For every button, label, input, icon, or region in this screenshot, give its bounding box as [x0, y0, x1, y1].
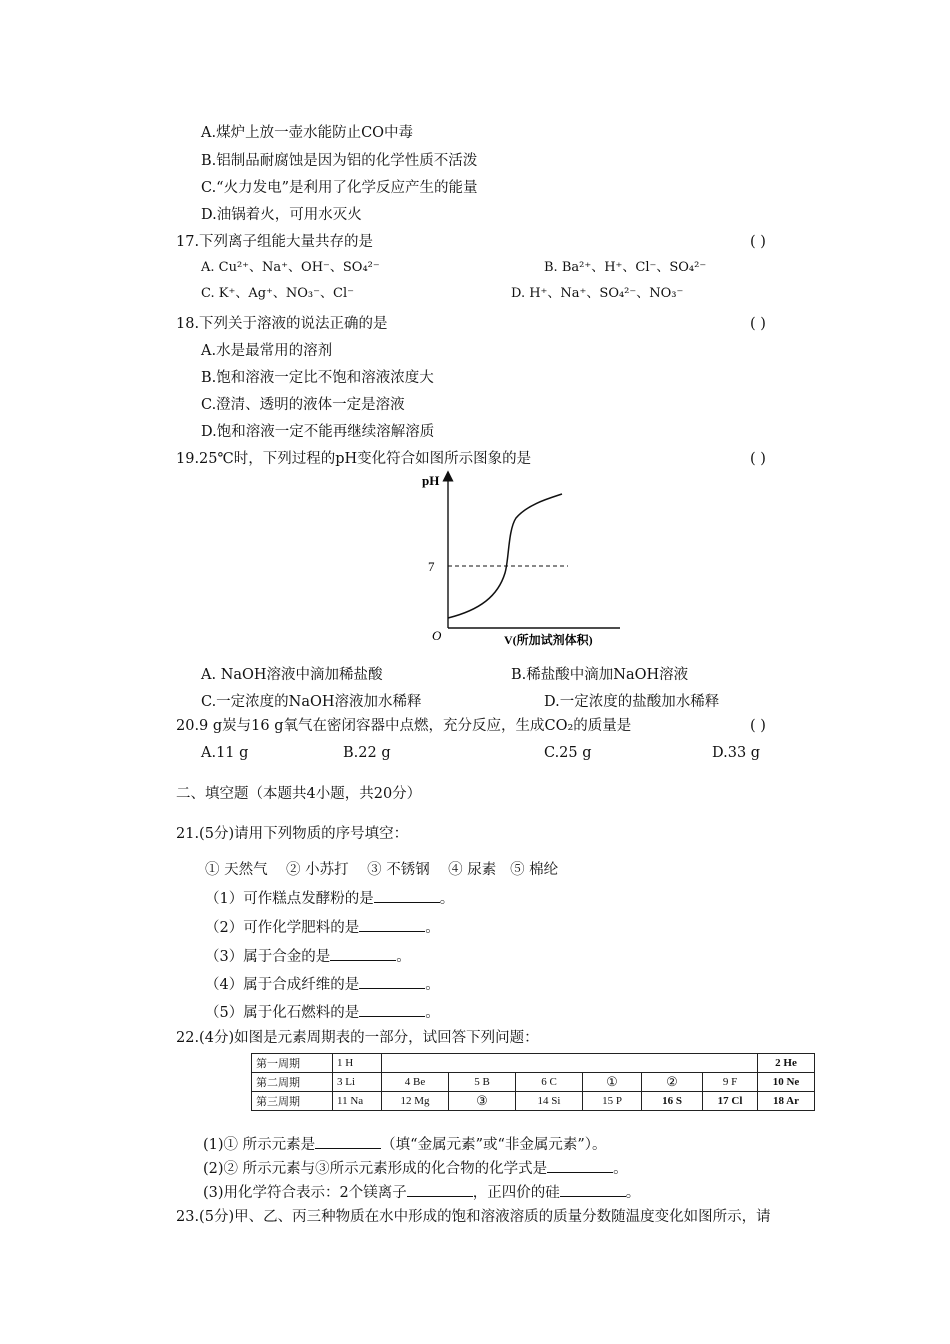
pt-cell: 3 Li	[333, 1073, 382, 1092]
q17-option-c: C. K⁺、Ag⁺、NO₃⁻、Cl⁻	[201, 286, 354, 301]
q17-stem: 17.下列离子组能大量共存的是	[176, 234, 374, 250]
pt-cell: 1 H	[333, 1054, 382, 1073]
pt-cell: 16 S	[642, 1092, 703, 1111]
section-title: 二、填空题（本题共4小题，共20分）	[176, 786, 422, 802]
pt-cell: ①	[583, 1073, 642, 1092]
ph-curve-figure	[410, 468, 630, 653]
y-tick-7: 7	[428, 559, 435, 574]
q19-option-a: A. NaOH溶液中滴加稀盐酸	[201, 667, 383, 683]
q20-option-a: A.11 g	[201, 745, 249, 761]
q18-option-d: D.饱和溶液一定不能再继续溶解溶质	[201, 424, 435, 440]
pt-cell: ②	[642, 1073, 703, 1092]
q18-option-b: B.饱和溶液一定比不饱和溶液浓度大	[201, 370, 434, 386]
q21-item-2: （2）可作化学肥料的是 。	[205, 920, 440, 936]
origin-label: O	[432, 628, 442, 643]
answer-blank[interactable]	[547, 1159, 613, 1173]
q19-option-c: C.一定浓度的NaOH溶液加水稀释	[201, 694, 422, 710]
pt-cell: ③	[449, 1092, 516, 1111]
q16-option-b: B.铝制品耐腐蚀是因为铝的化学性质不活泼	[201, 153, 478, 169]
q21-substance-list: ① 天然气 ② 小苏打 ③ 不锈钢 ④ 尿素 ⑤ 棉纶	[205, 862, 559, 878]
pt-cell: 12 Mg	[382, 1092, 449, 1111]
pt-cell: 2 He	[758, 1054, 815, 1073]
pt-cell: 4 Be	[382, 1073, 449, 1092]
q21-item-5: （5）属于化石燃料的是 。	[205, 1005, 440, 1021]
q17-option-b: B. Ba²⁺、H⁺、Cl⁻、SO₄²⁻	[544, 260, 707, 275]
q16-option-c: C.“火力发电”是利用了化学反应产生的能量	[201, 180, 478, 196]
answer-blank[interactable]	[359, 975, 425, 989]
q22-part-1: (1)① 所示元素是 （填“金属元素”或“非金属元素”）。	[203, 1137, 607, 1153]
q21-stem: 21.(5分)请用下列物质的序号填空：	[176, 826, 409, 842]
q20-option-d: D.33 g	[712, 745, 761, 761]
q20-option-c: C.25 g	[544, 745, 592, 761]
answer-blank[interactable]	[374, 889, 440, 903]
q23-stem: 23.(5分)甲、乙、丙三种物质在水中形成的饱和溶液溶质的质量分数随温度变化如图所示，请	[176, 1209, 771, 1225]
answer-blank[interactable]	[560, 1183, 626, 1197]
q18-stem: 18.下列关于溶液的说法正确的是	[176, 316, 388, 332]
q19-option-b: B.稀盐酸中滴加NaOH溶液	[511, 667, 689, 683]
pt-cell: 18 Ar	[758, 1092, 815, 1111]
y-axis-label: pH	[422, 473, 440, 488]
periodic-table	[251, 1053, 815, 1111]
q20-answer-paren: ( )	[750, 718, 766, 734]
pt-cell: 第三周期	[252, 1092, 333, 1111]
pt-cell: 第二周期	[252, 1073, 333, 1092]
q18-answer-paren: ( )	[750, 316, 766, 332]
q18-option-a: A.水是最常用的溶剂	[201, 343, 333, 359]
q21-item-1: （1）可作糕点发酵粉的是 。	[205, 891, 455, 907]
answer-blank[interactable]	[359, 918, 425, 932]
q22-part-2: (2)② 所示元素与③所示元素形成的化合物的化学式是 。	[203, 1161, 628, 1177]
q16-option-d: D.油锅着火，可用水灭火	[201, 207, 362, 223]
answer-blank[interactable]	[359, 1003, 425, 1017]
pt-cell: 9 F	[703, 1073, 758, 1092]
q22-part-3: (3)用化学符合表示：2个镁离子 ，正四价的硅 。	[203, 1185, 641, 1201]
q16-option-a: A.煤炉上放一壶水能防止CO中毒	[201, 125, 414, 141]
pt-cell: 15 P	[583, 1092, 642, 1111]
q20-option-b: B.22 g	[343, 745, 391, 761]
ph-curve	[448, 494, 562, 618]
q19-option-d: D.一定浓度的盐酸加水稀释	[544, 694, 720, 710]
answer-blank[interactable]	[407, 1183, 473, 1197]
q19-answer-paren: ( )	[750, 451, 766, 467]
q20-stem: 20.9 g炭与16 g氧气在密闭容器中点燃，充分反应，生成CO₂的质量是	[176, 718, 632, 734]
q17-answer-paren: ( )	[750, 234, 766, 250]
q18-option-c: C.澄清、透明的液体一定是溶液	[201, 397, 405, 413]
x-axis-label: V(所加试剂体积)	[504, 633, 593, 647]
pt-cell: 11 Na	[333, 1092, 382, 1111]
q17-option-a: A. Cu²⁺、Na⁺、OH⁻、SO₄²⁻	[201, 260, 380, 275]
answer-blank[interactable]	[330, 947, 396, 961]
q22-stem: 22.(4分)如图是元素周期表的一部分，试回答下列问题：	[176, 1030, 539, 1046]
pt-empty	[382, 1054, 758, 1073]
pt-cell: 14 Si	[516, 1092, 583, 1111]
q21-item-3: （3）属于合金的是 。	[205, 949, 411, 965]
q17-option-d: D. H⁺、Na⁺、SO₄²⁻、NO₃⁻	[511, 286, 684, 301]
pt-cell: 17 Cl	[703, 1092, 758, 1111]
pt-cell: 6 C	[516, 1073, 583, 1092]
pt-cell: 第一周期	[252, 1054, 333, 1073]
pt-cell: 5 B	[449, 1073, 516, 1092]
q19-stem: 19.25℃时，下列过程的pH变化符合如图所示图象的是	[176, 451, 532, 467]
q21-item-4: （4）属于合成纤维的是 。	[205, 977, 440, 993]
pt-cell: 10 Ne	[758, 1073, 815, 1092]
answer-blank[interactable]	[315, 1135, 381, 1149]
